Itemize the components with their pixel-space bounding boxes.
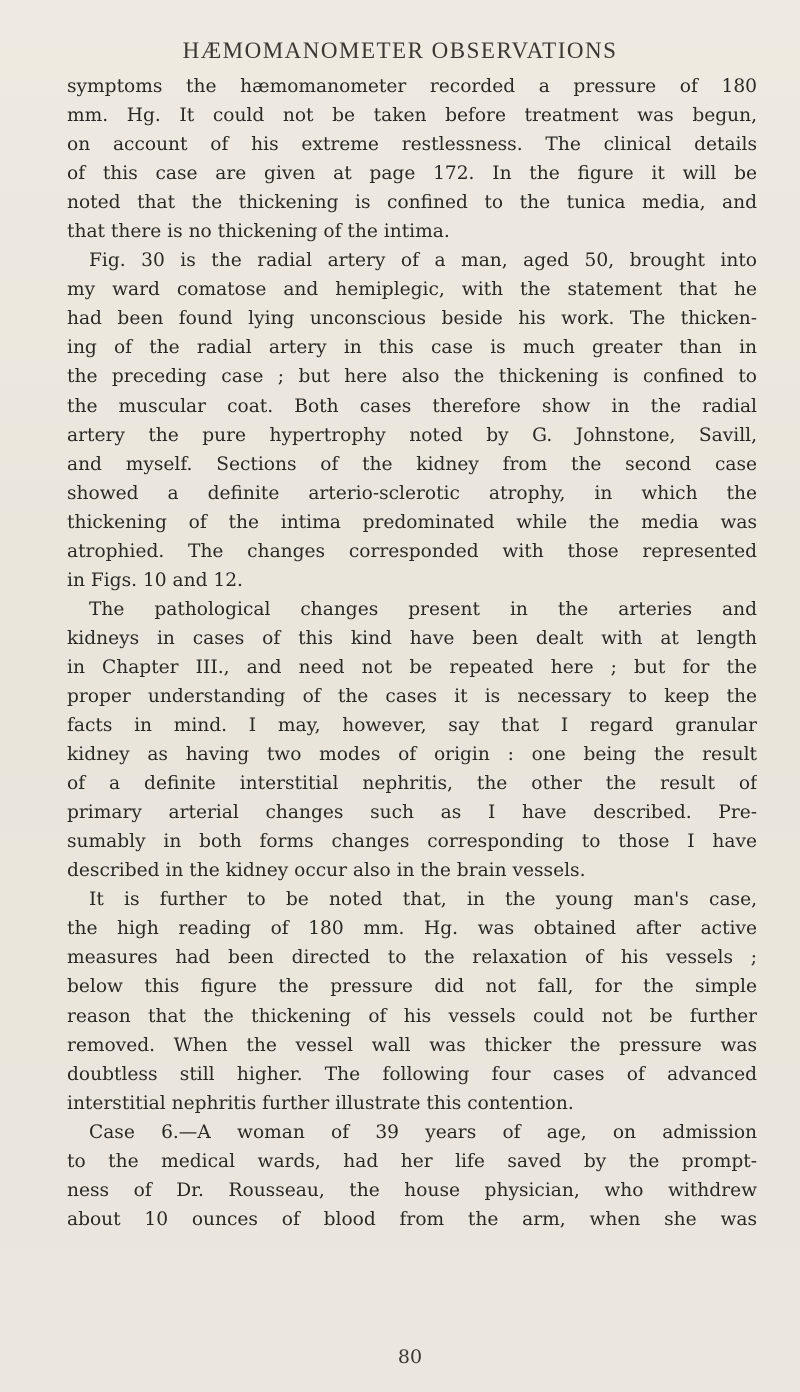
text-line: about 10 ounces of blood from the arm, when she was	[67, 1208, 757, 1230]
text-line: the preceding case ; but here also the thickening is confined to	[67, 366, 757, 388]
text-line: thickening of the intima predominated while the media was	[67, 511, 757, 533]
text-line: primary arterial changes such as I have described. Pre-	[67, 802, 757, 824]
text-line: facts in mind. I may, however, say that I regard granular	[67, 715, 757, 737]
page-number-text: 80	[397, 1346, 423, 1368]
text-line: kidney as having two modes of origin : one being the result	[67, 744, 757, 766]
text-line: atrophied. The changes corresponded with those represented	[67, 540, 757, 562]
text-line: doubtless still higher. The following four cases of advanced	[67, 1063, 757, 1085]
text-line: symptoms the hæmomanometer recorded a pressure of 180	[67, 76, 757, 97]
text-line: had been found lying unconscious beside his work. The thicken-	[67, 308, 757, 330]
text-line: on account of his extreme restlessness. The clinical details	[67, 134, 757, 156]
text-line: of a definite interstitial nephritis, the other the result of	[67, 773, 757, 795]
text-line: in Figs. 10 and 12.	[67, 569, 243, 591]
text-line: The pathological changes present in the arteries and	[89, 598, 757, 620]
text-line: noted that the thickening is confined to the tunica media, and	[67, 192, 757, 214]
text-line: that there is no thickening of the intima.	[67, 221, 450, 243]
body-text	[67, 72, 757, 1234]
text-line: mm. Hg. It could not be taken before treatment was begun,	[67, 105, 757, 127]
text-line: below this figure the pressure did not fall, for the simple	[67, 976, 757, 998]
text-line: reason that the thickening of his vessels could not be further	[67, 1005, 757, 1027]
running-title: HÆMOMANOMETER OBSERVATIONS	[182, 38, 618, 63]
text-line: ness of Dr. Rousseau, the house physician, who withdrew	[67, 1179, 757, 1201]
text-line: removed. When the vessel wall was thicker the pressure was	[67, 1034, 757, 1056]
text-line: It is further to be noted that, in the young man's case,	[89, 889, 757, 911]
text-line: the high reading of 180 mm. Hg. was obtained after active	[67, 918, 757, 940]
text-line: to the medical wards, had her life saved by the prompt-	[67, 1150, 757, 1172]
text-line: showed a definite arterio-sclerotic atrophy, in which the	[67, 482, 757, 504]
text-line: Case 6.—A woman of 39 years of age, on admission	[89, 1121, 757, 1143]
text-line: artery the pure hypertrophy noted by G. Johnstone, Savill,	[67, 424, 757, 446]
text-line: ing of the radial artery in this case is much greater than in	[67, 337, 757, 359]
text-line: proper understanding of the cases it is necessary to keep the	[67, 685, 757, 707]
page-number	[0, 1346, 800, 1368]
text-line: and myself. Sections of the kidney from the second case	[67, 453, 757, 475]
text-line: sumably in both forms changes corresponding to those I have	[67, 831, 757, 853]
text-line: kidneys in cases of this kind have been dealt with at length	[67, 627, 757, 649]
text-line: described in the kidney occur also in the brain vessels.	[67, 860, 586, 882]
text-line: measures had been directed to the relaxation of his vessels ;	[67, 947, 757, 969]
text-line: of this case are given at page 172. In the figure it will be	[67, 163, 757, 185]
text-line: Fig. 30 is the radial artery of a man, aged 50, brought into	[89, 250, 757, 272]
text-line: the muscular coat. Both cases therefore show in the radial	[67, 395, 757, 417]
text-line: interstitial nephritis further illustrate this contention.	[67, 1092, 574, 1114]
text-line: in Chapter III., and need not be repeated here ; but for the	[67, 656, 757, 678]
text-line: my ward comatose and hemiplegic, with the statement that he	[67, 279, 757, 301]
